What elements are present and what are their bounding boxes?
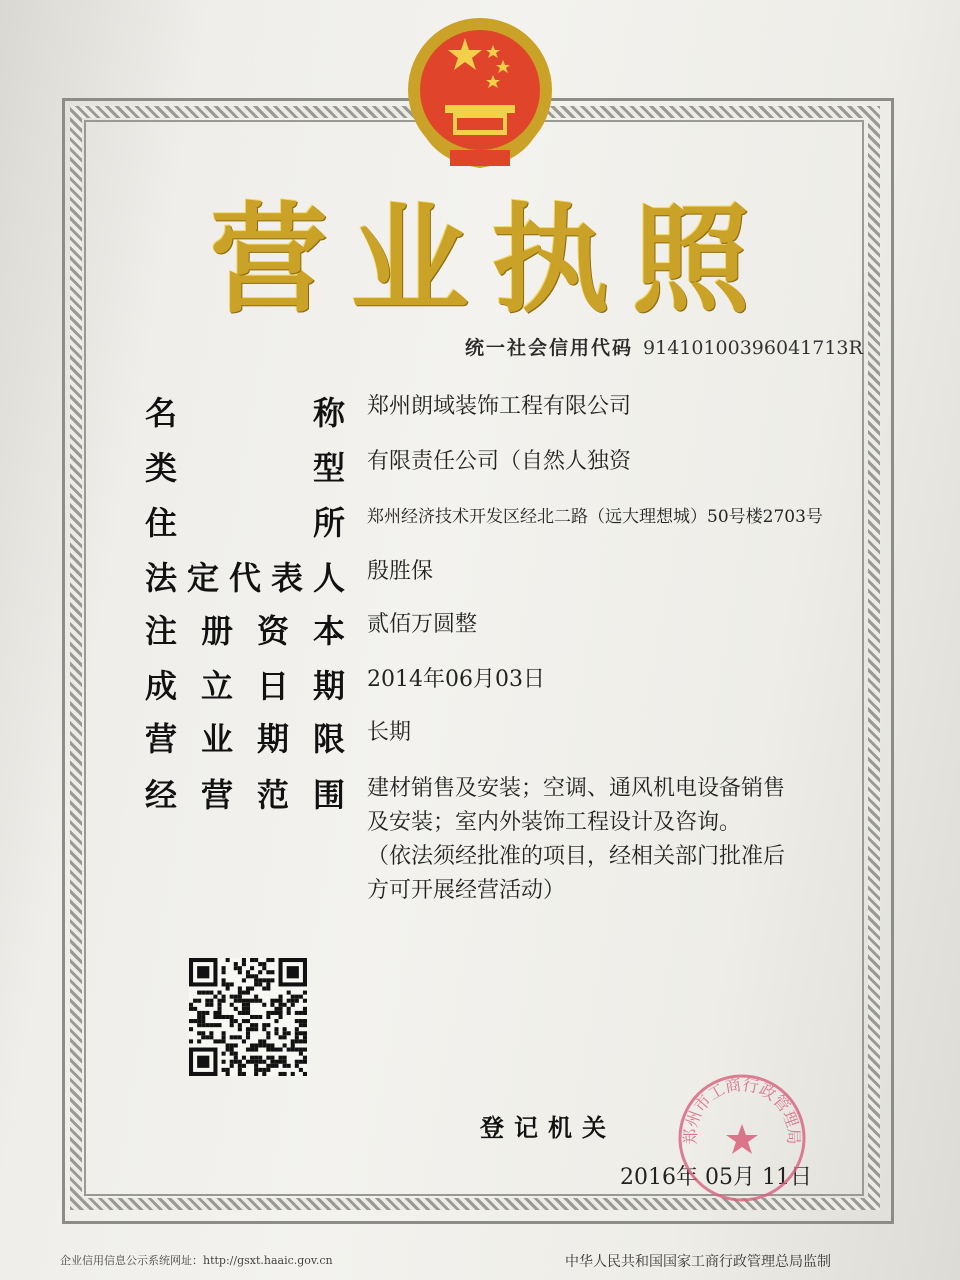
label-char: 人: [312, 559, 345, 597]
title-char: 营: [210, 190, 329, 329]
field-value: [367, 772, 847, 908]
field-value: 殷胜保: [367, 559, 434, 584]
label-char: 所: [312, 504, 345, 542]
label-char: 经: [145, 776, 178, 814]
field-value: 郑州经济技术开发区经北二路（远大理想城）50号楼2703号: [367, 507, 823, 527]
label-char: 定: [186, 559, 219, 597]
label-char: 限: [312, 720, 345, 758]
label-char: 称: [312, 394, 345, 432]
seal-text: 郑州市工商行政管理局: [680, 1074, 804, 1145]
scope-line: 及安装；室内外装饰工程设计及咨询。: [367, 810, 742, 835]
credit-code-label: 统一社会信用代码: [465, 337, 634, 359]
credit-code-value: 91410100396041713R: [643, 337, 863, 359]
field-label: [145, 606, 345, 650]
qr-code-icon[interactable]: [188, 958, 308, 1076]
label-char: 资: [256, 612, 289, 650]
title-char: 执: [491, 190, 610, 329]
label-char: 代: [228, 559, 261, 597]
label-char: 册: [200, 612, 233, 650]
label-char: 期: [312, 667, 345, 705]
scope-line: 建材销售及安装；空调、通风机电设备销售: [367, 776, 786, 801]
label-char: 营: [200, 776, 233, 814]
label-char: 日: [256, 667, 289, 705]
scope-line: 方可开展经营活动）: [367, 878, 566, 903]
field-label: [145, 553, 345, 597]
registration-authority-label: 登记机关: [480, 1114, 616, 1142]
label-char: 住: [145, 504, 178, 542]
national-emblem-icon: [395, 10, 565, 180]
issue-date: 2016年 05月 11日: [620, 1165, 812, 1190]
scope-line: （依法须经批准的项目，经相关部门批准后: [367, 844, 786, 869]
label-char: 注: [145, 612, 178, 650]
field-value: 2014年06月03日: [367, 667, 545, 692]
field-value: 长期: [367, 720, 412, 745]
field-value: 贰佰万圆整: [367, 612, 478, 637]
label-char: 营: [145, 720, 178, 758]
credit-code: [465, 333, 865, 359]
field-value: 郑州朗域装饰工程有限公司: [367, 394, 632, 419]
footer-supervisor: 中华人民共和国国家工商行政管理总局监制: [565, 1254, 831, 1270]
label-char: 表: [270, 559, 303, 597]
field-label: [145, 443, 345, 487]
field-label: [145, 388, 345, 432]
label-char: 成: [145, 667, 178, 705]
field-label: [145, 770, 345, 814]
label-char: 立: [200, 667, 233, 705]
footer-website: 企业信用信息公示系统网址：http://gsxt.haaic.gov.cn: [60, 1254, 333, 1267]
field-label: [145, 661, 345, 705]
label-char: 法: [145, 559, 178, 597]
field-label: [145, 498, 345, 542]
label-char: 类: [145, 449, 178, 487]
title-char: 照: [631, 190, 750, 329]
label-char: 期: [256, 720, 289, 758]
label-char: 范: [256, 776, 289, 814]
label-char: 围: [312, 776, 345, 814]
label-char: 名: [145, 394, 178, 432]
label-char: 业: [200, 720, 233, 758]
official-seal-icon: [672, 1068, 812, 1208]
label-char: 本: [312, 612, 345, 650]
title-char: 业: [350, 190, 469, 329]
label-char: 型: [312, 449, 345, 487]
field-value: 有限责任公司（自然人独资: [367, 449, 632, 474]
page-title: [210, 190, 750, 329]
field-label: [145, 714, 345, 758]
